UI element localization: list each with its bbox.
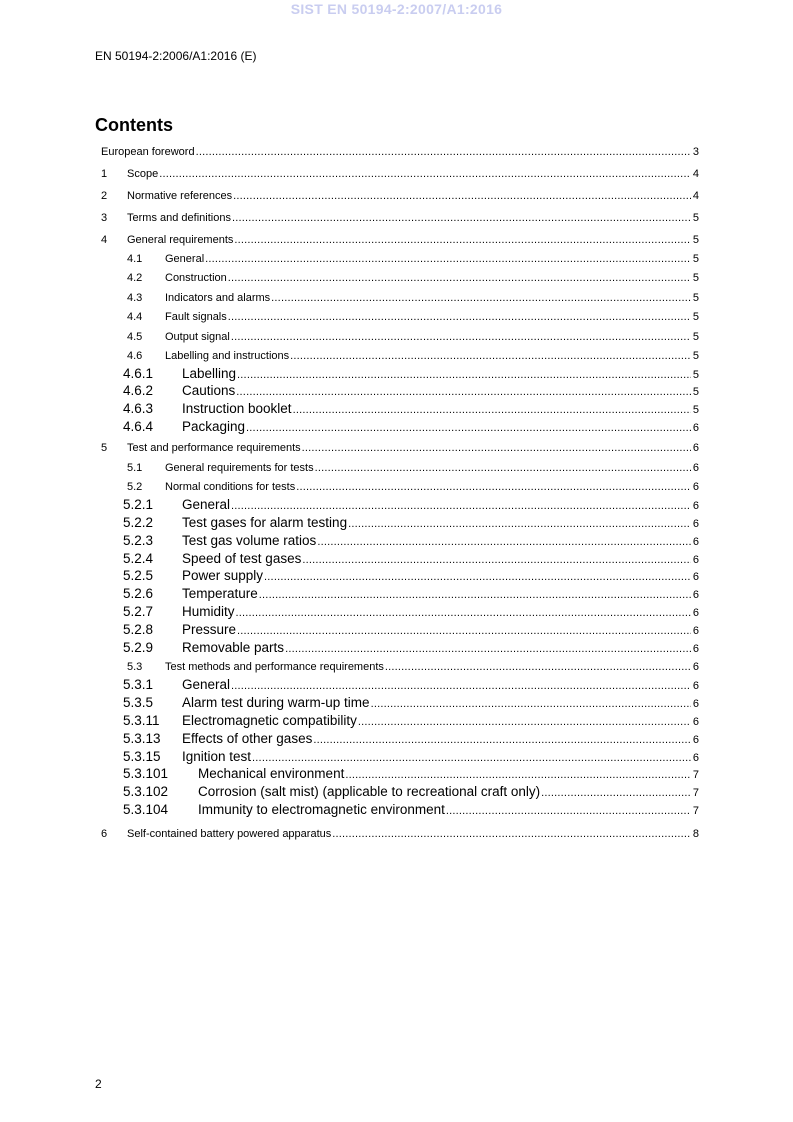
toc-entry-number: 4.3 bbox=[127, 292, 143, 304]
toc-entry-page: 5 bbox=[692, 331, 699, 343]
toc-entry-title: Construction bbox=[165, 272, 227, 284]
toc-entry-title: Terms and definitions bbox=[127, 212, 231, 224]
toc-entry-number: 5.2.4 bbox=[123, 551, 154, 566]
toc-entry-page: 6 bbox=[692, 752, 699, 764]
toc-entry-title: Instruction booklet bbox=[182, 401, 292, 416]
toc-entry-title: General requirements for tests bbox=[165, 462, 314, 474]
toc-entry-title: Labelling and instructions bbox=[165, 350, 290, 362]
toc-entry[interactable] bbox=[95, 622, 699, 640]
toc-entry-page: 6 bbox=[692, 571, 699, 583]
toc-entry-title: Test methods and performance requirements bbox=[165, 661, 384, 673]
toc-entry[interactable] bbox=[95, 292, 699, 308]
toc-entry-page: 6 bbox=[692, 422, 699, 434]
toc-entry-number: 5.3.101 bbox=[123, 766, 169, 781]
toc-entry-number: 5.3 bbox=[127, 661, 143, 673]
toc-entry[interactable] bbox=[95, 568, 699, 586]
toc-entry-page: 6 bbox=[692, 589, 699, 601]
toc-entry-title: Test gases for alarm testing bbox=[182, 515, 348, 530]
toc-entry-page: 6 bbox=[692, 661, 699, 673]
toc-entry[interactable] bbox=[95, 640, 699, 658]
toc-entry-number: 4.4 bbox=[127, 311, 143, 323]
toc-entry-number: 4.2 bbox=[127, 272, 143, 284]
toc-entry[interactable] bbox=[95, 234, 699, 250]
toc-entry-title: Temperature bbox=[182, 586, 258, 601]
toc-entry-title: Scope bbox=[127, 168, 159, 180]
toc-entry-number: 4.6.2 bbox=[123, 383, 154, 398]
toc-entry-number: 5.3.102 bbox=[123, 784, 169, 799]
toc-entry-number: 4.6.3 bbox=[123, 401, 154, 416]
toc-entry-number: 5.2.8 bbox=[123, 622, 154, 637]
toc-entry[interactable] bbox=[95, 481, 699, 497]
document-id: EN 50194-2:2006/A1:2016 (E) bbox=[95, 49, 257, 63]
toc-entry-number: 4.6.4 bbox=[123, 419, 154, 434]
toc-entry-title: Labelling bbox=[182, 366, 237, 381]
toc-entry-number: 5.1 bbox=[127, 462, 143, 474]
toc-entry[interactable] bbox=[95, 533, 699, 551]
toc-entry-title: Normative references bbox=[127, 190, 233, 202]
toc-entry-page: 6 bbox=[692, 518, 699, 530]
toc-entry-number: 4.1 bbox=[127, 253, 143, 265]
toc-entry[interactable] bbox=[95, 677, 699, 695]
toc-entry[interactable] bbox=[95, 661, 699, 677]
toc-entry-title: Mechanical environment bbox=[198, 766, 345, 781]
toc-entry-number: 1 bbox=[101, 168, 108, 180]
toc-entry-number: 5.3.104 bbox=[123, 802, 169, 817]
toc-entry-page: 8 bbox=[692, 828, 699, 840]
toc-entry-title: General bbox=[165, 253, 205, 265]
contents-heading: Contents bbox=[95, 115, 173, 135]
toc-entry-page: 6 bbox=[692, 442, 699, 454]
toc-entry-page: 6 bbox=[692, 680, 699, 692]
toc-entry-page: 5 bbox=[692, 311, 699, 323]
toc-entry[interactable] bbox=[95, 331, 699, 347]
toc-entry-title: Test gas volume ratios bbox=[182, 533, 317, 548]
toc-entry[interactable] bbox=[95, 212, 699, 228]
toc-entry-number: 5.2.1 bbox=[123, 497, 154, 512]
toc-entry[interactable] bbox=[95, 253, 699, 269]
toc-entry[interactable] bbox=[95, 401, 699, 419]
toc-entry-title: Ignition test bbox=[182, 749, 252, 764]
toc-entry-page: 6 bbox=[692, 625, 699, 637]
toc-entry-title: General requirements bbox=[127, 234, 234, 246]
toc-entry-number: 5.3.5 bbox=[123, 695, 154, 710]
toc-entry-page: 6 bbox=[692, 607, 699, 619]
toc-entry-page: 5 bbox=[692, 369, 699, 381]
toc-entry-title: Electromagnetic compatibility bbox=[182, 713, 357, 728]
toc-entry[interactable] bbox=[95, 419, 699, 437]
toc-entry-page: 3 bbox=[692, 146, 699, 158]
toc-entry[interactable] bbox=[95, 311, 699, 327]
toc-entry-page: 6 bbox=[692, 500, 699, 512]
toc-entry-title: Effects of other gases bbox=[182, 731, 313, 746]
toc-entry-number: 4.5 bbox=[127, 331, 143, 343]
watermark: SIST EN 50194-2:2007/A1:2016 bbox=[290, 1, 503, 17]
toc-entry-number: 5.2.7 bbox=[123, 604, 154, 619]
toc-entry-number: 5.3.1 bbox=[123, 677, 154, 692]
toc-entry[interactable] bbox=[95, 766, 699, 784]
toc-entry-title: Immunity to electromagnetic environment bbox=[198, 802, 445, 817]
toc-entry-page: 5 bbox=[692, 292, 699, 304]
toc-entry-page: 5 bbox=[692, 386, 699, 398]
toc-entry-page: 5 bbox=[692, 404, 699, 416]
toc-entry[interactable] bbox=[95, 146, 699, 162]
toc-entry-title: Fault signals bbox=[165, 311, 227, 323]
toc-entry-title: Removable parts bbox=[182, 640, 285, 655]
toc-entry-page: 6 bbox=[692, 716, 699, 728]
toc-entry-page: 7 bbox=[692, 787, 699, 799]
toc-entry-page: 5 bbox=[692, 234, 699, 246]
toc-entry[interactable] bbox=[95, 497, 699, 515]
toc-entry[interactable] bbox=[95, 802, 699, 820]
toc-entry-title: Corrosion (salt mist) (applicable to recreational craft only) bbox=[198, 784, 541, 799]
toc-entry-number: 5.2.3 bbox=[123, 533, 154, 548]
toc-entry-number: 5.2 bbox=[127, 481, 143, 493]
toc-entry[interactable] bbox=[95, 442, 699, 458]
toc-entry-number: 5 bbox=[101, 442, 108, 454]
toc-entry-number: 5.2.6 bbox=[123, 586, 154, 601]
toc-entry-title: General bbox=[182, 677, 231, 692]
toc-entry-number: 2 bbox=[101, 190, 108, 202]
toc-entry-number: 3 bbox=[101, 212, 108, 224]
toc-entry-title: Alarm test during warm-up time bbox=[182, 695, 370, 710]
toc-entry-number: 4.6.1 bbox=[123, 366, 154, 381]
toc-entry[interactable] bbox=[95, 350, 699, 366]
toc-entry-title: General bbox=[182, 497, 231, 512]
toc-entry[interactable] bbox=[95, 190, 699, 206]
toc-entry[interactable] bbox=[95, 784, 699, 802]
toc-entry-title: Test and performance requirements bbox=[127, 442, 301, 454]
toc-entry-page: 6 bbox=[692, 554, 699, 566]
toc-entry[interactable] bbox=[95, 366, 699, 384]
toc-entry-title: Self-contained battery powered apparatus bbox=[127, 828, 332, 840]
toc-entry-number: 5.2.9 bbox=[123, 640, 154, 655]
toc-entry-page: 6 bbox=[692, 698, 699, 710]
toc-entry-number: 5.3.15 bbox=[123, 749, 161, 764]
page-number: 2 bbox=[95, 1077, 102, 1091]
toc-entry-title: Normal conditions for tests bbox=[165, 481, 296, 493]
toc-entry-page: 5 bbox=[692, 350, 699, 362]
toc-entry[interactable] bbox=[95, 462, 699, 478]
toc-entry[interactable] bbox=[95, 713, 699, 731]
toc-entry-page: 6 bbox=[692, 481, 699, 493]
toc-entry[interactable] bbox=[95, 731, 699, 749]
toc-entry-title: Cautions bbox=[182, 383, 236, 398]
toc-entry-number: 4 bbox=[101, 234, 108, 246]
toc-entry-page: 4 bbox=[692, 168, 699, 180]
toc-entry-page: 4 bbox=[692, 190, 699, 202]
toc-entry[interactable] bbox=[95, 586, 699, 604]
toc-entry-title: Packaging bbox=[182, 419, 246, 434]
toc-entry-number: 4.6 bbox=[127, 350, 143, 362]
toc-entry[interactable] bbox=[95, 515, 699, 533]
toc-entry-number: 5.3.13 bbox=[123, 731, 161, 746]
toc-entry-title: European foreword bbox=[101, 146, 195, 158]
toc-entry-page: 6 bbox=[692, 734, 699, 746]
toc-entry[interactable] bbox=[95, 749, 699, 767]
toc-entry[interactable] bbox=[95, 383, 699, 401]
toc-entry[interactable] bbox=[95, 604, 699, 622]
toc-entry-title: Power supply bbox=[182, 568, 264, 583]
toc-entry-title: Output signal bbox=[165, 331, 230, 343]
toc-entry[interactable] bbox=[95, 168, 699, 184]
toc-entry-page: 7 bbox=[692, 769, 699, 781]
toc-entry-title: Humidity bbox=[182, 604, 235, 619]
toc-entry-page: 6 bbox=[692, 643, 699, 655]
toc-entry-title: Indicators and alarms bbox=[165, 292, 271, 304]
toc-entry-number: 5.2.2 bbox=[123, 515, 154, 530]
toc-entry-title: Speed of test gases bbox=[182, 551, 302, 566]
toc-entry-page: 7 bbox=[692, 805, 699, 817]
toc-entry-number: 5.3.11 bbox=[123, 713, 160, 728]
toc-entry-title: Pressure bbox=[182, 622, 237, 637]
toc-entry-page: 5 bbox=[692, 212, 699, 224]
toc-entry-number: 5.2.5 bbox=[123, 568, 154, 583]
toc-entry-page: 5 bbox=[692, 272, 699, 284]
toc-entry[interactable] bbox=[95, 695, 699, 713]
toc-entry-page: 6 bbox=[692, 462, 699, 474]
toc-entry-number: 6 bbox=[101, 828, 108, 840]
toc-entry[interactable] bbox=[95, 272, 699, 288]
toc-entry[interactable] bbox=[95, 551, 699, 569]
toc-entry-page: 5 bbox=[692, 253, 699, 265]
toc-entry-page: 6 bbox=[692, 536, 699, 548]
toc-entry[interactable] bbox=[95, 828, 699, 844]
